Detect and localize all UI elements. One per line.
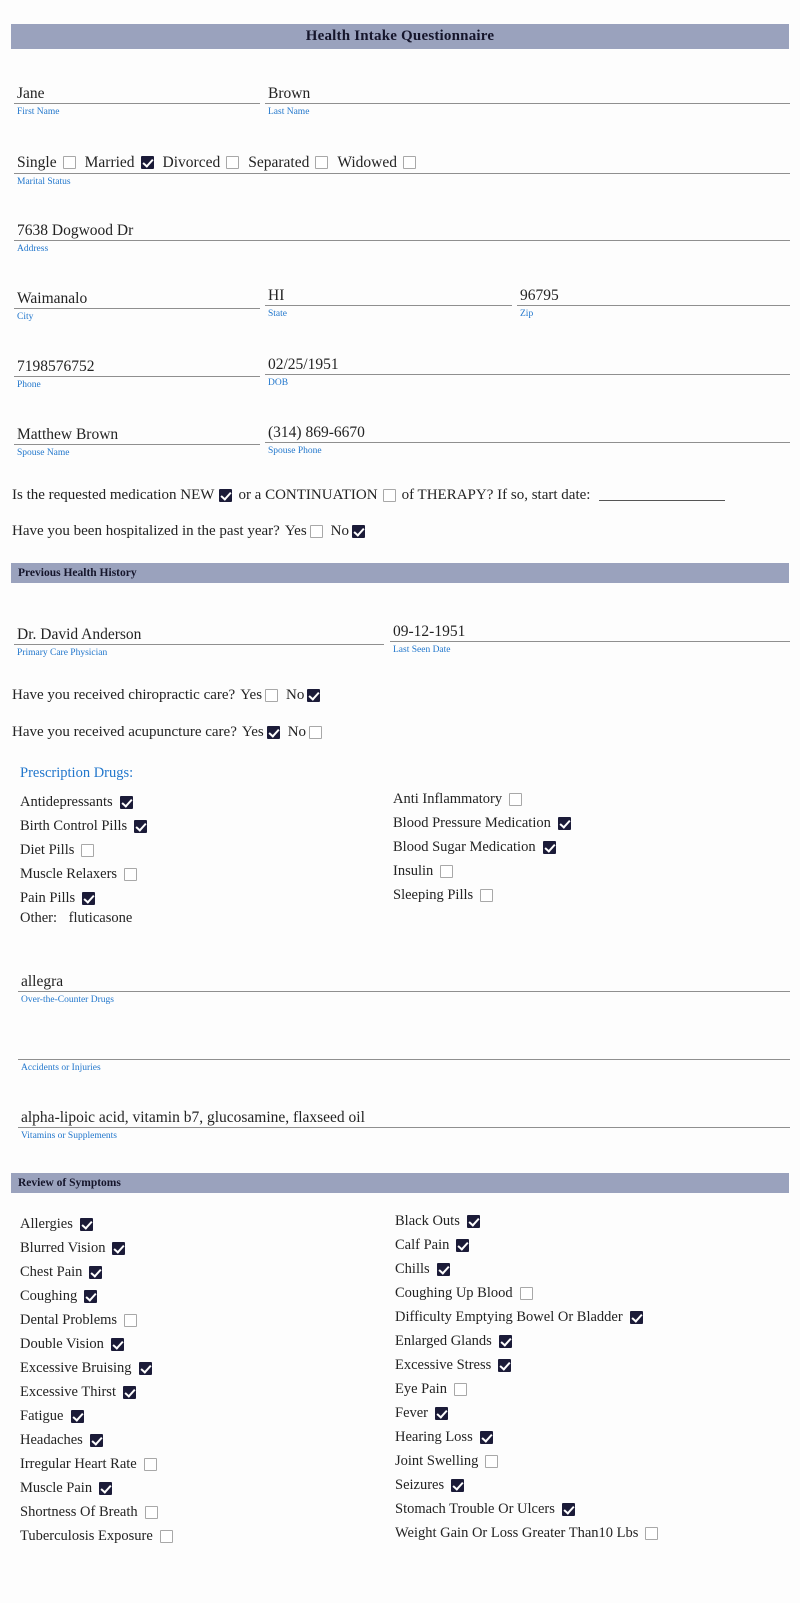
section-bar-previous-health-history xyxy=(11,563,789,583)
list-item[interactable] xyxy=(395,1425,658,1449)
state-value: HI xyxy=(268,287,285,304)
symptom-label-coughing-up-blood: Coughing Up Blood xyxy=(395,1285,513,1301)
list-item[interactable] xyxy=(393,787,571,811)
vitamins-or-supplements-value: alpha-lipoic acid, vitamin b7, glucosamine, flaxseed oil xyxy=(21,1109,365,1126)
section-title-review-of-symptoms: Review of Symptoms xyxy=(18,1177,121,1189)
hospitalized-question xyxy=(12,523,365,540)
dob-value: 02/25/1951 xyxy=(268,356,339,373)
acupuncture-no-label: No xyxy=(287,724,307,740)
symptom-label-black-outs: Black Outs xyxy=(395,1213,460,1229)
prescription-label-diet-pills: Diet Pills xyxy=(20,842,75,858)
list-item[interactable] xyxy=(20,862,147,886)
symptom-checkbox-fever[interactable] xyxy=(435,1407,448,1420)
medication-question-part2: or a CONTINUATION xyxy=(238,487,378,503)
spouse-phone-caption: Spouse Phone xyxy=(268,446,322,456)
symptom-label-eye-pain: Eye Pain xyxy=(395,1381,447,1397)
list-item[interactable] xyxy=(393,859,571,883)
list-item[interactable] xyxy=(20,1404,173,1428)
list-item[interactable] xyxy=(20,1212,173,1236)
symptom-checkbox-allergies[interactable] xyxy=(80,1218,93,1231)
hospitalized-no-checkbox[interactable] xyxy=(352,525,365,538)
prescription-checkbox-sleeping-pills[interactable] xyxy=(480,889,493,902)
symptom-checkbox-fatigue[interactable] xyxy=(71,1410,84,1423)
medication-new-checkbox[interactable] xyxy=(219,489,232,502)
list-item[interactable] xyxy=(20,790,147,814)
prescription-checkbox-insulin[interactable] xyxy=(440,865,453,878)
prescription-drugs-right-column xyxy=(393,787,571,907)
symptom-checkbox-calf-pain[interactable] xyxy=(456,1239,469,1252)
symptom-label-difficulty-emptying-bowel-or-bladder: Difficulty Emptying Bowel Or Bladder xyxy=(395,1309,623,1325)
prescription-checkbox-pain-pills[interactable] xyxy=(82,892,95,905)
list-item[interactable] xyxy=(20,838,147,862)
symptom-checkbox-stomach-trouble-or-ulcers[interactable] xyxy=(562,1503,575,1516)
symptom-checkbox-weight-gain-or-loss[interactable] xyxy=(645,1527,658,1540)
marital-checkbox-widowed[interactable] xyxy=(403,156,416,169)
vitamins-or-supplements-field[interactable] xyxy=(18,1108,790,1141)
chiropractic-yes-checkbox[interactable] xyxy=(265,689,278,702)
last-seen-date-value: 09-12-1951 xyxy=(393,623,466,640)
list-item[interactable] xyxy=(20,1380,173,1404)
list-item[interactable] xyxy=(20,814,147,838)
first-name-field[interactable] xyxy=(14,84,260,117)
zip-value: 96795 xyxy=(520,287,559,304)
list-item[interactable] xyxy=(20,1332,173,1356)
spouse-name-field[interactable] xyxy=(14,425,260,458)
state-field[interactable] xyxy=(265,286,512,319)
symptom-checkbox-eye-pain[interactable] xyxy=(454,1383,467,1396)
zip-caption: Zip xyxy=(520,309,534,319)
prescription-checkbox-blood-pressure-medication[interactable] xyxy=(558,817,571,830)
symptom-label-irregular-heart-rate: Irregular Heart Rate xyxy=(20,1456,137,1472)
marital-option-label-1: Married xyxy=(84,153,135,171)
list-item[interactable] xyxy=(393,835,571,859)
page-title: Health Intake Questionnaire xyxy=(305,28,495,44)
prescription-label-sleeping-pills: Sleeping Pills xyxy=(393,887,474,903)
last-seen-date-field[interactable] xyxy=(390,622,790,655)
primary-care-physician-value: Dr. David Anderson xyxy=(17,626,142,643)
list-item[interactable] xyxy=(393,883,571,907)
symptom-checkbox-excessive-bruising[interactable] xyxy=(139,1362,152,1375)
symptom-checkbox-excessive-stress[interactable] xyxy=(498,1359,511,1372)
accidents-or-injuries-value xyxy=(18,1040,790,1059)
first-name-caption: First Name xyxy=(17,107,60,117)
symptom-checkbox-coughing[interactable] xyxy=(84,1290,97,1303)
city-caption: City xyxy=(17,312,34,322)
symptom-checkbox-coughing-up-blood[interactable] xyxy=(520,1287,533,1300)
medication-continuation-checkbox[interactable] xyxy=(383,489,396,502)
prescription-checkbox-blood-sugar-medication[interactable] xyxy=(543,841,556,854)
symptom-label-fever: Fever xyxy=(395,1405,429,1421)
symptom-checkbox-chills[interactable] xyxy=(437,1263,450,1276)
acupuncture-care-question xyxy=(12,724,322,741)
prescription-label-blood-sugar-medication: Blood Sugar Medication xyxy=(393,839,536,855)
last-name-value: Brown xyxy=(268,85,311,102)
symptom-checkbox-irregular-heart-rate[interactable] xyxy=(144,1458,157,1471)
accidents-or-injuries-caption: Accidents or Injuries xyxy=(21,1063,101,1073)
symptom-label-headaches: Headaches xyxy=(20,1432,83,1448)
primary-care-physician-field[interactable] xyxy=(14,625,384,658)
prescription-checkbox-birth-control-pills[interactable] xyxy=(134,820,147,833)
spouse-name-caption: Spouse Name xyxy=(17,448,70,458)
first-name-value: Jane xyxy=(17,85,45,102)
symptom-checkbox-seizures[interactable] xyxy=(451,1479,464,1492)
symptom-checkbox-difficulty-emptying-bowel-or-bladder[interactable] xyxy=(630,1311,643,1324)
list-item[interactable] xyxy=(20,1476,173,1500)
symptom-label-joint-swelling: Joint Swelling xyxy=(395,1453,479,1469)
symptom-checkbox-chest-pain[interactable] xyxy=(89,1266,102,1279)
symptom-label-chest-pain: Chest Pain xyxy=(20,1264,83,1280)
marital-option-label-0: Single xyxy=(17,153,57,171)
state-caption: State xyxy=(268,309,287,319)
list-item[interactable] xyxy=(395,1377,658,1401)
list-item[interactable] xyxy=(20,886,147,910)
acupuncture-question-text: Have you received acupuncture care? xyxy=(12,724,237,740)
symptom-checkbox-headaches[interactable] xyxy=(90,1434,103,1447)
list-item[interactable] xyxy=(393,811,571,835)
marital-status-options xyxy=(14,152,790,173)
symptom-label-hearing-loss: Hearing Loss xyxy=(395,1429,473,1445)
list-item[interactable] xyxy=(20,1356,173,1380)
symptom-label-calf-pain: Calf Pain xyxy=(395,1237,450,1253)
marital-checkbox-single[interactable] xyxy=(63,156,76,169)
address-value: 7638 Dogwood Dr xyxy=(17,222,134,239)
chiropractic-yes-label: Yes xyxy=(240,687,263,703)
symptom-checkbox-black-outs[interactable] xyxy=(467,1215,480,1228)
marital-status-caption: Marital Status xyxy=(17,177,71,187)
list-item[interactable] xyxy=(395,1209,658,1233)
dob-field[interactable] xyxy=(265,355,790,388)
prescription-other-label: Other: xyxy=(20,910,58,926)
phone-value: 7198576752 xyxy=(17,358,95,375)
symptom-label-coughing: Coughing xyxy=(20,1288,78,1304)
otc-drugs-field[interactable] xyxy=(18,972,790,1005)
list-item[interactable] xyxy=(395,1305,658,1329)
symptom-label-blurred-vision: Blurred Vision xyxy=(20,1240,106,1256)
prescription-label-birth-control-pills: Birth Control Pills xyxy=(20,818,128,834)
marital-checkbox-separated[interactable] xyxy=(315,156,328,169)
list-item[interactable] xyxy=(395,1233,658,1257)
primary-care-physician-caption: Primary Care Physician xyxy=(17,648,108,658)
symptoms-right-column xyxy=(395,1209,658,1545)
phone-caption: Phone xyxy=(17,380,41,390)
symptom-checkbox-hearing-loss[interactable] xyxy=(480,1431,493,1444)
last-name-field[interactable] xyxy=(265,84,790,117)
marital-option-label-2: Divorced xyxy=(162,153,221,171)
phone-field[interactable] xyxy=(14,357,260,390)
prescription-drugs-left-column xyxy=(20,790,147,910)
symptom-checkbox-blurred-vision[interactable] xyxy=(112,1242,125,1255)
prescription-label-blood-pressure-medication: Blood Pressure Medication xyxy=(393,815,551,831)
last-name-caption: Last Name xyxy=(268,107,310,117)
list-item[interactable] xyxy=(20,1236,173,1260)
zip-field[interactable] xyxy=(517,286,790,319)
chiropractic-question-text: Have you received chiropractic care? xyxy=(12,687,236,703)
marital-checkbox-divorced[interactable] xyxy=(226,156,239,169)
acupuncture-yes-checkbox[interactable] xyxy=(267,726,280,739)
symptom-checkbox-excessive-thirst[interactable] xyxy=(123,1386,136,1399)
prescription-label-insulin: Insulin xyxy=(393,863,434,879)
prescription-label-pain-pills: Pain Pills xyxy=(20,890,76,906)
symptom-checkbox-enlarged-glands[interactable] xyxy=(499,1335,512,1348)
vitamins-or-supplements-caption: Vitamins or Supplements xyxy=(21,1131,118,1141)
address-caption: Address xyxy=(17,244,49,254)
spouse-phone-field[interactable] xyxy=(265,423,790,456)
symptom-label-shortness-of-breath: Shortness Of Breath xyxy=(20,1504,138,1520)
chiropractic-no-label: No xyxy=(286,687,305,703)
marital-status-field[interactable] xyxy=(14,152,790,187)
symptom-label-excessive-bruising: Excessive Bruising xyxy=(20,1360,132,1376)
symptom-checkbox-dental-problems[interactable] xyxy=(124,1314,137,1327)
hospitalized-yes-label: Yes xyxy=(284,523,307,539)
list-item[interactable] xyxy=(395,1401,658,1425)
symptom-checkbox-shortness-of-breath[interactable] xyxy=(145,1506,158,1519)
symptom-label-tuberculosis-exposure: Tuberculosis Exposure xyxy=(20,1528,153,1544)
accidents-or-injuries-field[interactable] xyxy=(18,1040,790,1073)
list-item[interactable] xyxy=(20,1284,173,1308)
symptoms-left-column xyxy=(20,1212,173,1548)
symptom-label-fatigue: Fatigue xyxy=(20,1408,64,1424)
acupuncture-yes-label: Yes xyxy=(241,724,264,740)
section-bar-review-of-symptoms xyxy=(11,1173,789,1193)
marital-option-label-3: Separated xyxy=(248,153,310,171)
chiropractic-care-question xyxy=(12,687,320,704)
symptom-checkbox-muscle-pain[interactable] xyxy=(99,1482,112,1495)
symptom-checkbox-double-vision[interactable] xyxy=(111,1338,124,1351)
section-title-previous-health-history: Previous Health History xyxy=(18,567,137,579)
symptom-checkbox-tuberculosis-exposure[interactable] xyxy=(160,1530,173,1543)
prescription-checkbox-muscle-relaxers[interactable] xyxy=(124,868,137,881)
medication-start-date-input[interactable] xyxy=(599,490,725,501)
list-item[interactable] xyxy=(20,1260,173,1284)
symptom-label-muscle-pain: Muscle Pain xyxy=(20,1480,93,1496)
prescription-drugs-heading: Prescription Drugs: xyxy=(20,765,134,781)
symptom-label-weight-gain-or-loss: Weight Gain Or Loss Greater Than10 Lbs xyxy=(395,1525,639,1541)
medication-question-part3: of THERAPY? If so, start date: xyxy=(401,487,591,503)
list-item[interactable] xyxy=(395,1473,658,1497)
prescription-label-antidepressants: Antidepressants xyxy=(20,794,113,810)
symptom-label-stomach-trouble-or-ulcers: Stomach Trouble Or Ulcers xyxy=(395,1501,555,1517)
prescription-checkbox-diet-pills[interactable] xyxy=(81,844,94,857)
spouse-phone-value: (314) 869-6670 xyxy=(268,424,365,441)
prescription-checkbox-anti-inflammatory[interactable] xyxy=(509,793,522,806)
hospitalized-yes-checkbox[interactable] xyxy=(310,525,323,538)
list-item[interactable] xyxy=(395,1281,658,1305)
prescription-label-anti-inflammatory: Anti Inflammatory xyxy=(393,791,503,807)
medication-type-question xyxy=(12,487,725,504)
hospitalized-question-text: Have you been hospitalized in the past year? xyxy=(12,523,280,539)
list-item[interactable] xyxy=(20,1308,173,1332)
symptom-label-enlarged-glands: Enlarged Glands xyxy=(395,1333,492,1349)
address-field[interactable] xyxy=(14,221,790,254)
marital-option-label-4: Widowed xyxy=(337,153,397,171)
last-seen-date-caption: Last Seen Date xyxy=(393,645,451,655)
hospitalized-no-label: No xyxy=(330,523,349,539)
symptom-label-double-vision: Double Vision xyxy=(20,1336,104,1352)
prescription-other-value: fluticasone xyxy=(68,910,133,926)
list-item[interactable] xyxy=(20,1500,173,1524)
symptom-checkbox-joint-swelling[interactable] xyxy=(485,1455,498,1468)
list-item[interactable] xyxy=(20,1452,173,1476)
chiropractic-no-checkbox[interactable] xyxy=(307,689,320,702)
list-item[interactable] xyxy=(395,1497,658,1521)
symptom-label-excessive-stress: Excessive Stress xyxy=(395,1357,492,1373)
list-item[interactable] xyxy=(395,1353,658,1377)
acupuncture-no-checkbox[interactable] xyxy=(309,726,322,739)
prescription-checkbox-antidepressants[interactable] xyxy=(120,796,133,809)
symptom-label-excessive-thirst: Excessive Thirst xyxy=(20,1384,116,1400)
list-item[interactable] xyxy=(395,1329,658,1353)
spouse-name-value: Matthew Brown xyxy=(17,426,119,443)
list-item[interactable] xyxy=(395,1521,658,1545)
city-field[interactable] xyxy=(14,289,260,322)
symptom-label-seizures: Seizures xyxy=(395,1477,445,1493)
list-item[interactable] xyxy=(395,1449,658,1473)
symptom-label-allergies: Allergies xyxy=(20,1216,73,1232)
symptom-label-chills: Chills xyxy=(395,1261,430,1277)
symptom-label-dental-problems: Dental Problems xyxy=(20,1312,118,1328)
otc-drugs-value: allegra xyxy=(21,973,64,990)
document-title-bar xyxy=(11,24,789,49)
list-item[interactable] xyxy=(395,1257,658,1281)
prescription-label-muscle-relaxers: Muscle Relaxers xyxy=(20,866,118,882)
list-item[interactable] xyxy=(20,1524,173,1548)
otc-drugs-caption: Over-the-Counter Drugs xyxy=(21,995,114,1005)
dob-caption: DOB xyxy=(268,378,289,388)
marital-checkbox-married[interactable] xyxy=(141,156,154,169)
city-value: Waimanalo xyxy=(17,290,88,307)
list-item[interactable] xyxy=(20,1428,173,1452)
prescription-other-row[interactable] xyxy=(20,910,132,927)
medication-question-part1: Is the requested medication NEW xyxy=(12,487,215,503)
